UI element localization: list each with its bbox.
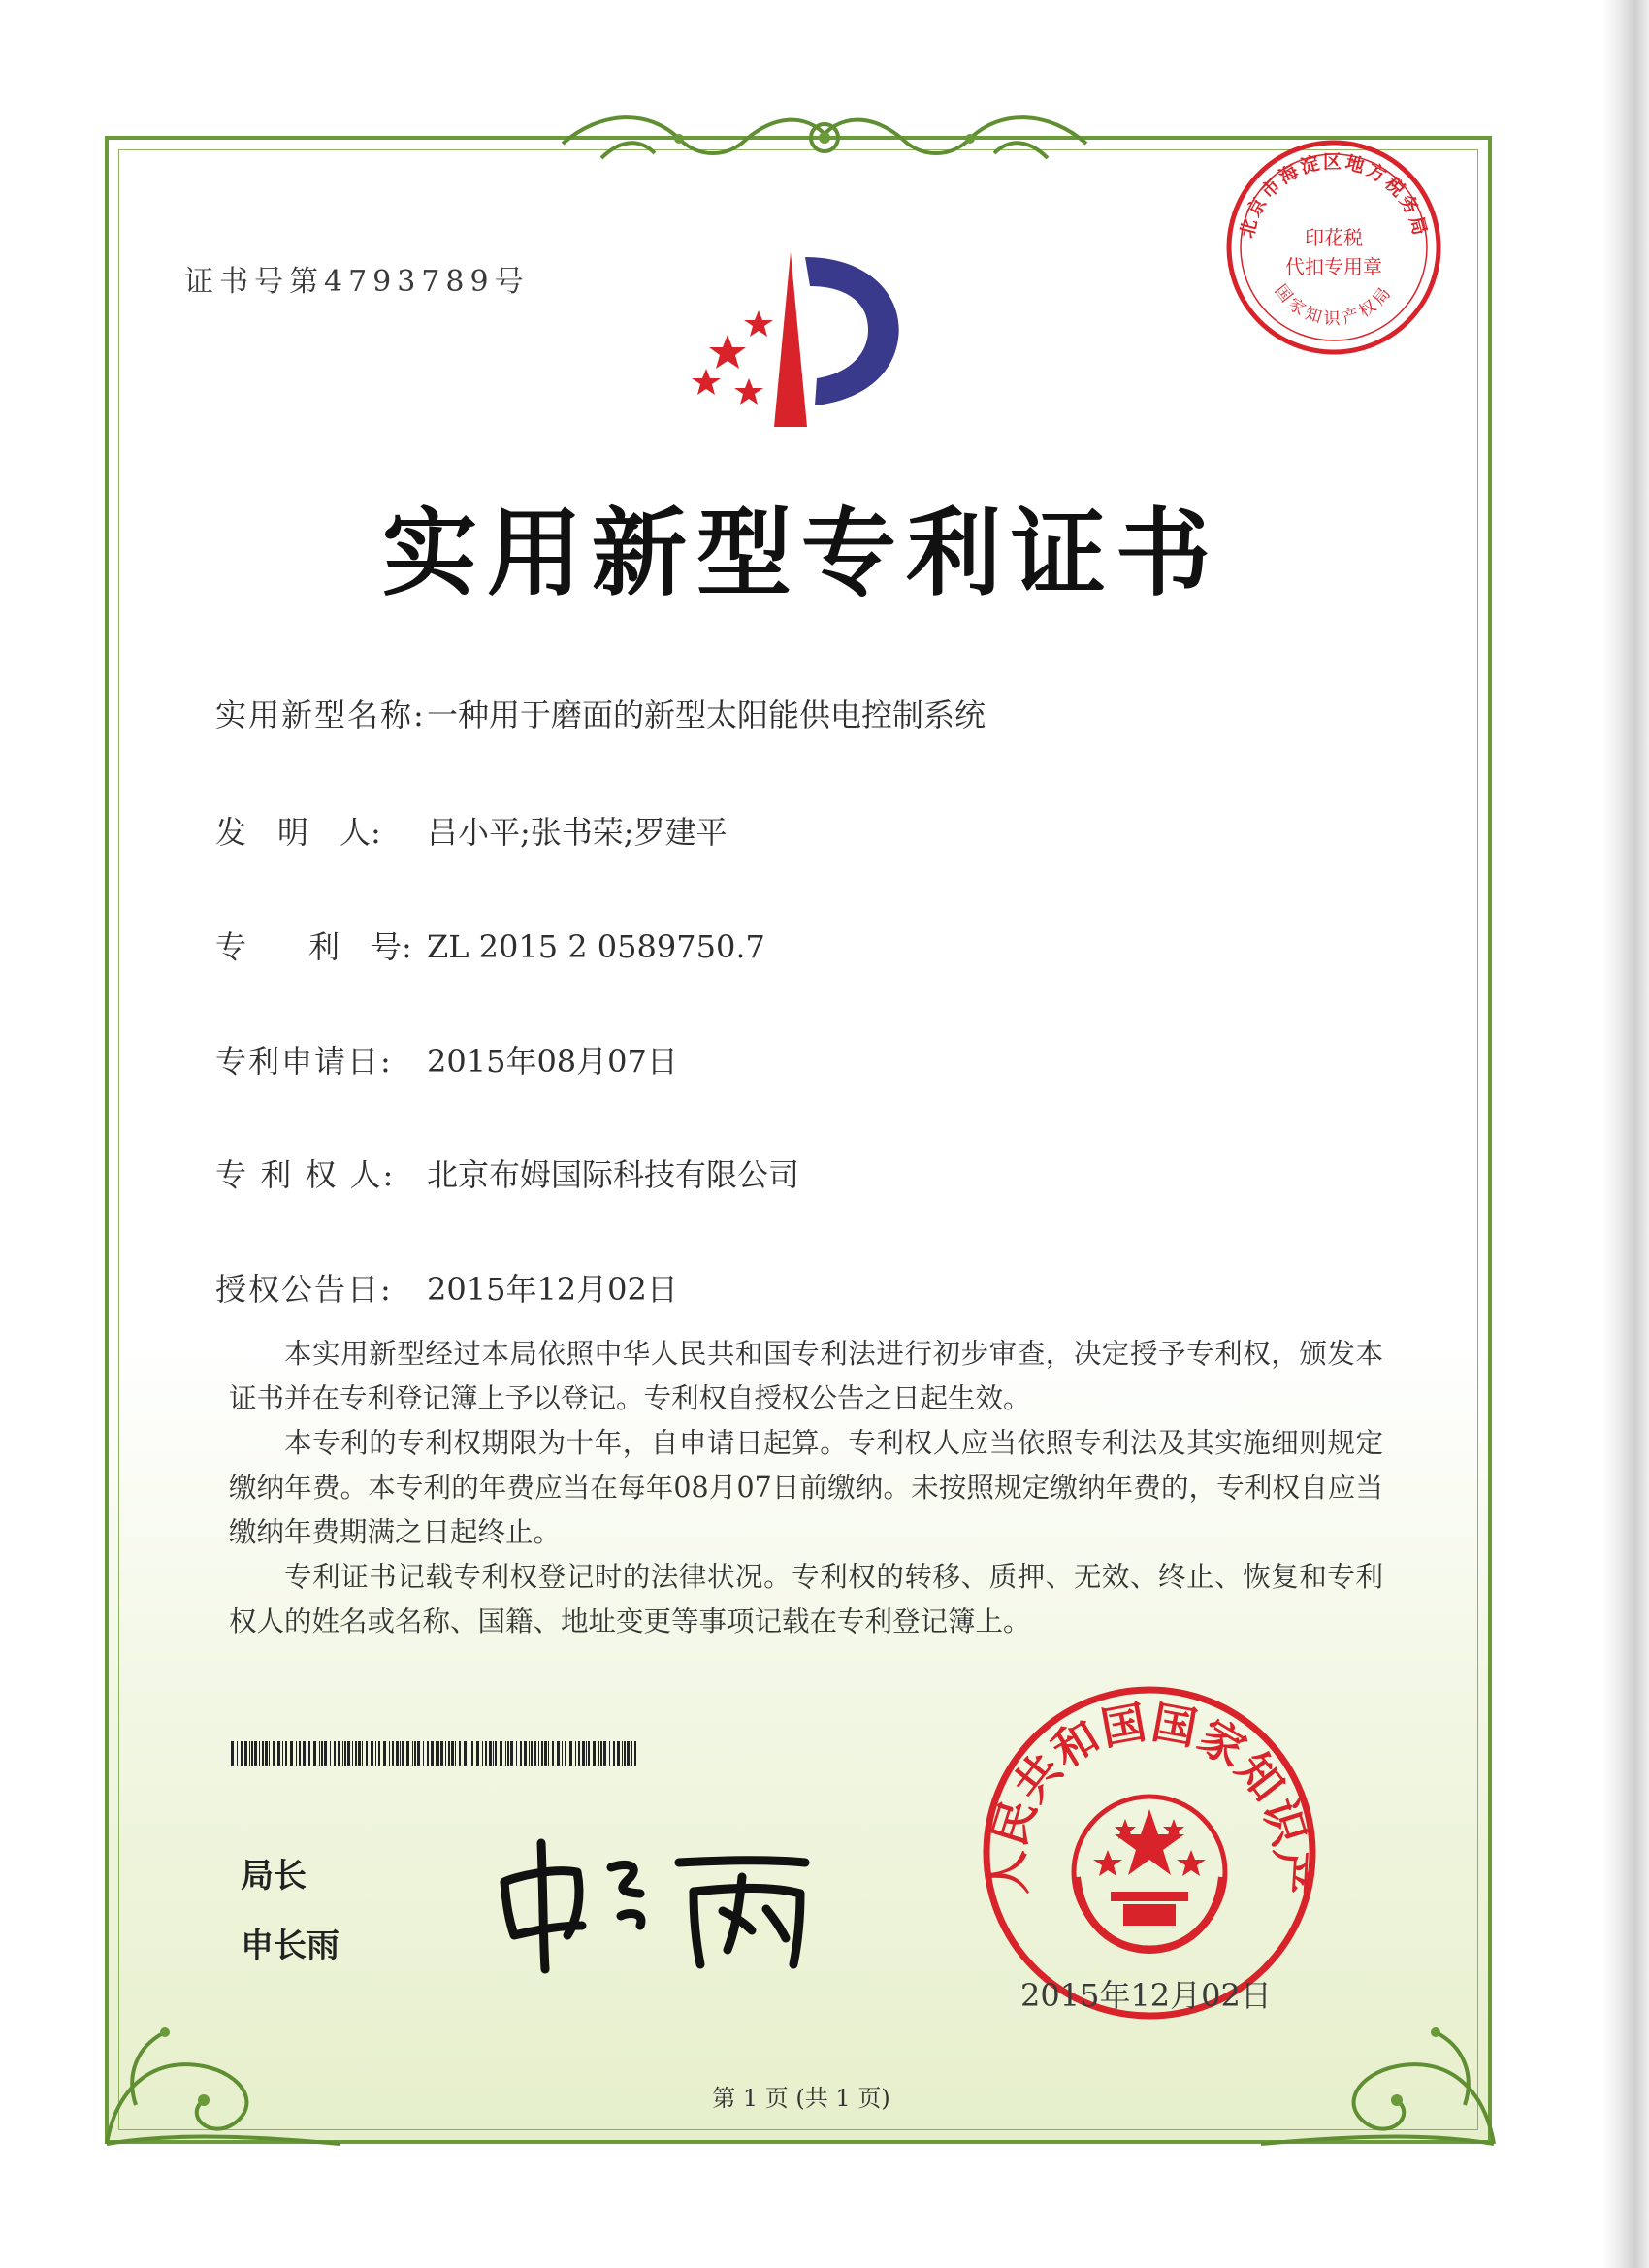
- tax-seal: [1222, 136, 1445, 359]
- director-title: 局长: [241, 1857, 307, 1895]
- field-value: 2015年08月07日: [427, 1043, 678, 1080]
- field-value: ZL 2015 2 0589750.7: [427, 928, 765, 965]
- svg-text:中华人民共和国国家知识产权局: [980, 1683, 1318, 1897]
- body-paragraph-2: 本专利的专利权期限为十年，自申请日起算。专利权人应当依照专利法及其实施细则规定缴纳年费。本专利的年费应当在每年08月07日前缴纳。未按照规定缴纳年费的，专利权自应当缴纳年费期满之日起终止。: [229, 1427, 1383, 1548]
- patent-office-logo-icon: [669, 233, 931, 437]
- field-value: 2015年12月02日: [427, 1271, 678, 1308]
- field-inventors: [215, 808, 728, 853]
- certificate-number: 证书号第4793789号: [184, 265, 530, 299]
- field-label: 专 利 号:: [215, 928, 412, 965]
- field-utility-model-name: [215, 691, 986, 735]
- tax-seal-line-2: 代扣专用章: [1285, 255, 1382, 278]
- field-label: 专 利 权 人:: [215, 1156, 396, 1193]
- tax-seal-line-1: 印花税: [1305, 226, 1363, 249]
- barcode-icon: [231, 1741, 638, 1766]
- top-ornament-icon: [543, 105, 1106, 173]
- field-application-date: [215, 1037, 678, 1082]
- director-name: 申长雨: [241, 1927, 340, 1965]
- field-value: 吕小平;张书荣;罗建平: [427, 814, 728, 851]
- director-signature-icon: [485, 1824, 834, 1979]
- field-value: 一种用于磨面的新型太阳能供电控制系统: [427, 697, 986, 733]
- seal-date: 2015年12月02日: [1020, 1977, 1272, 2014]
- field-patentee: [215, 1150, 799, 1195]
- field-value: 北京布姆国际科技有限公司: [427, 1156, 800, 1193]
- field-label: 实用新型名称:: [215, 697, 426, 733]
- scan-page-edge: [1602, 0, 1649, 2268]
- office-seal-ring-text: 人民共和国国家知识产: [980, 1695, 1319, 1897]
- body-paragraph-3: 专利证书记载专利权登记时的法律状况。专利权的转移、质押、无效、终止、恢复和专利权人的姓名或名称、国籍、地址变更等事项记载在专利登记簿上。: [229, 1561, 1383, 1637]
- bottom-left-ornament-icon: [97, 1989, 349, 2154]
- field-label: 授权公告日:: [215, 1271, 393, 1308]
- field-label: 专利申请日:: [215, 1043, 393, 1080]
- tax-seal-bottom-text: 国家知识产权局: [1270, 280, 1398, 330]
- field-label: 发 明 人:: [215, 814, 381, 851]
- certificate-title: 实用新型专利证书: [381, 498, 1220, 609]
- body-paragraph-1: 本实用新型经过本局依照中华人民共和国专利法进行初步审查，决定授予专利权，颁发本证书并在专利登记簿上予以登记。专利权自授权公告之日起生效。: [229, 1338, 1383, 1414]
- page-number: 第 1 页 (共 1 页): [712, 2085, 890, 2112]
- field-patent-number: [215, 923, 765, 967]
- svg-text:国家知识产权局: [1271, 281, 1398, 329]
- certificate-body: [229, 1332, 1383, 1644]
- field-grant-date: [215, 1265, 678, 1310]
- tax-seal-ring-text: 北京市海淀区地方税务局: [1236, 151, 1432, 241]
